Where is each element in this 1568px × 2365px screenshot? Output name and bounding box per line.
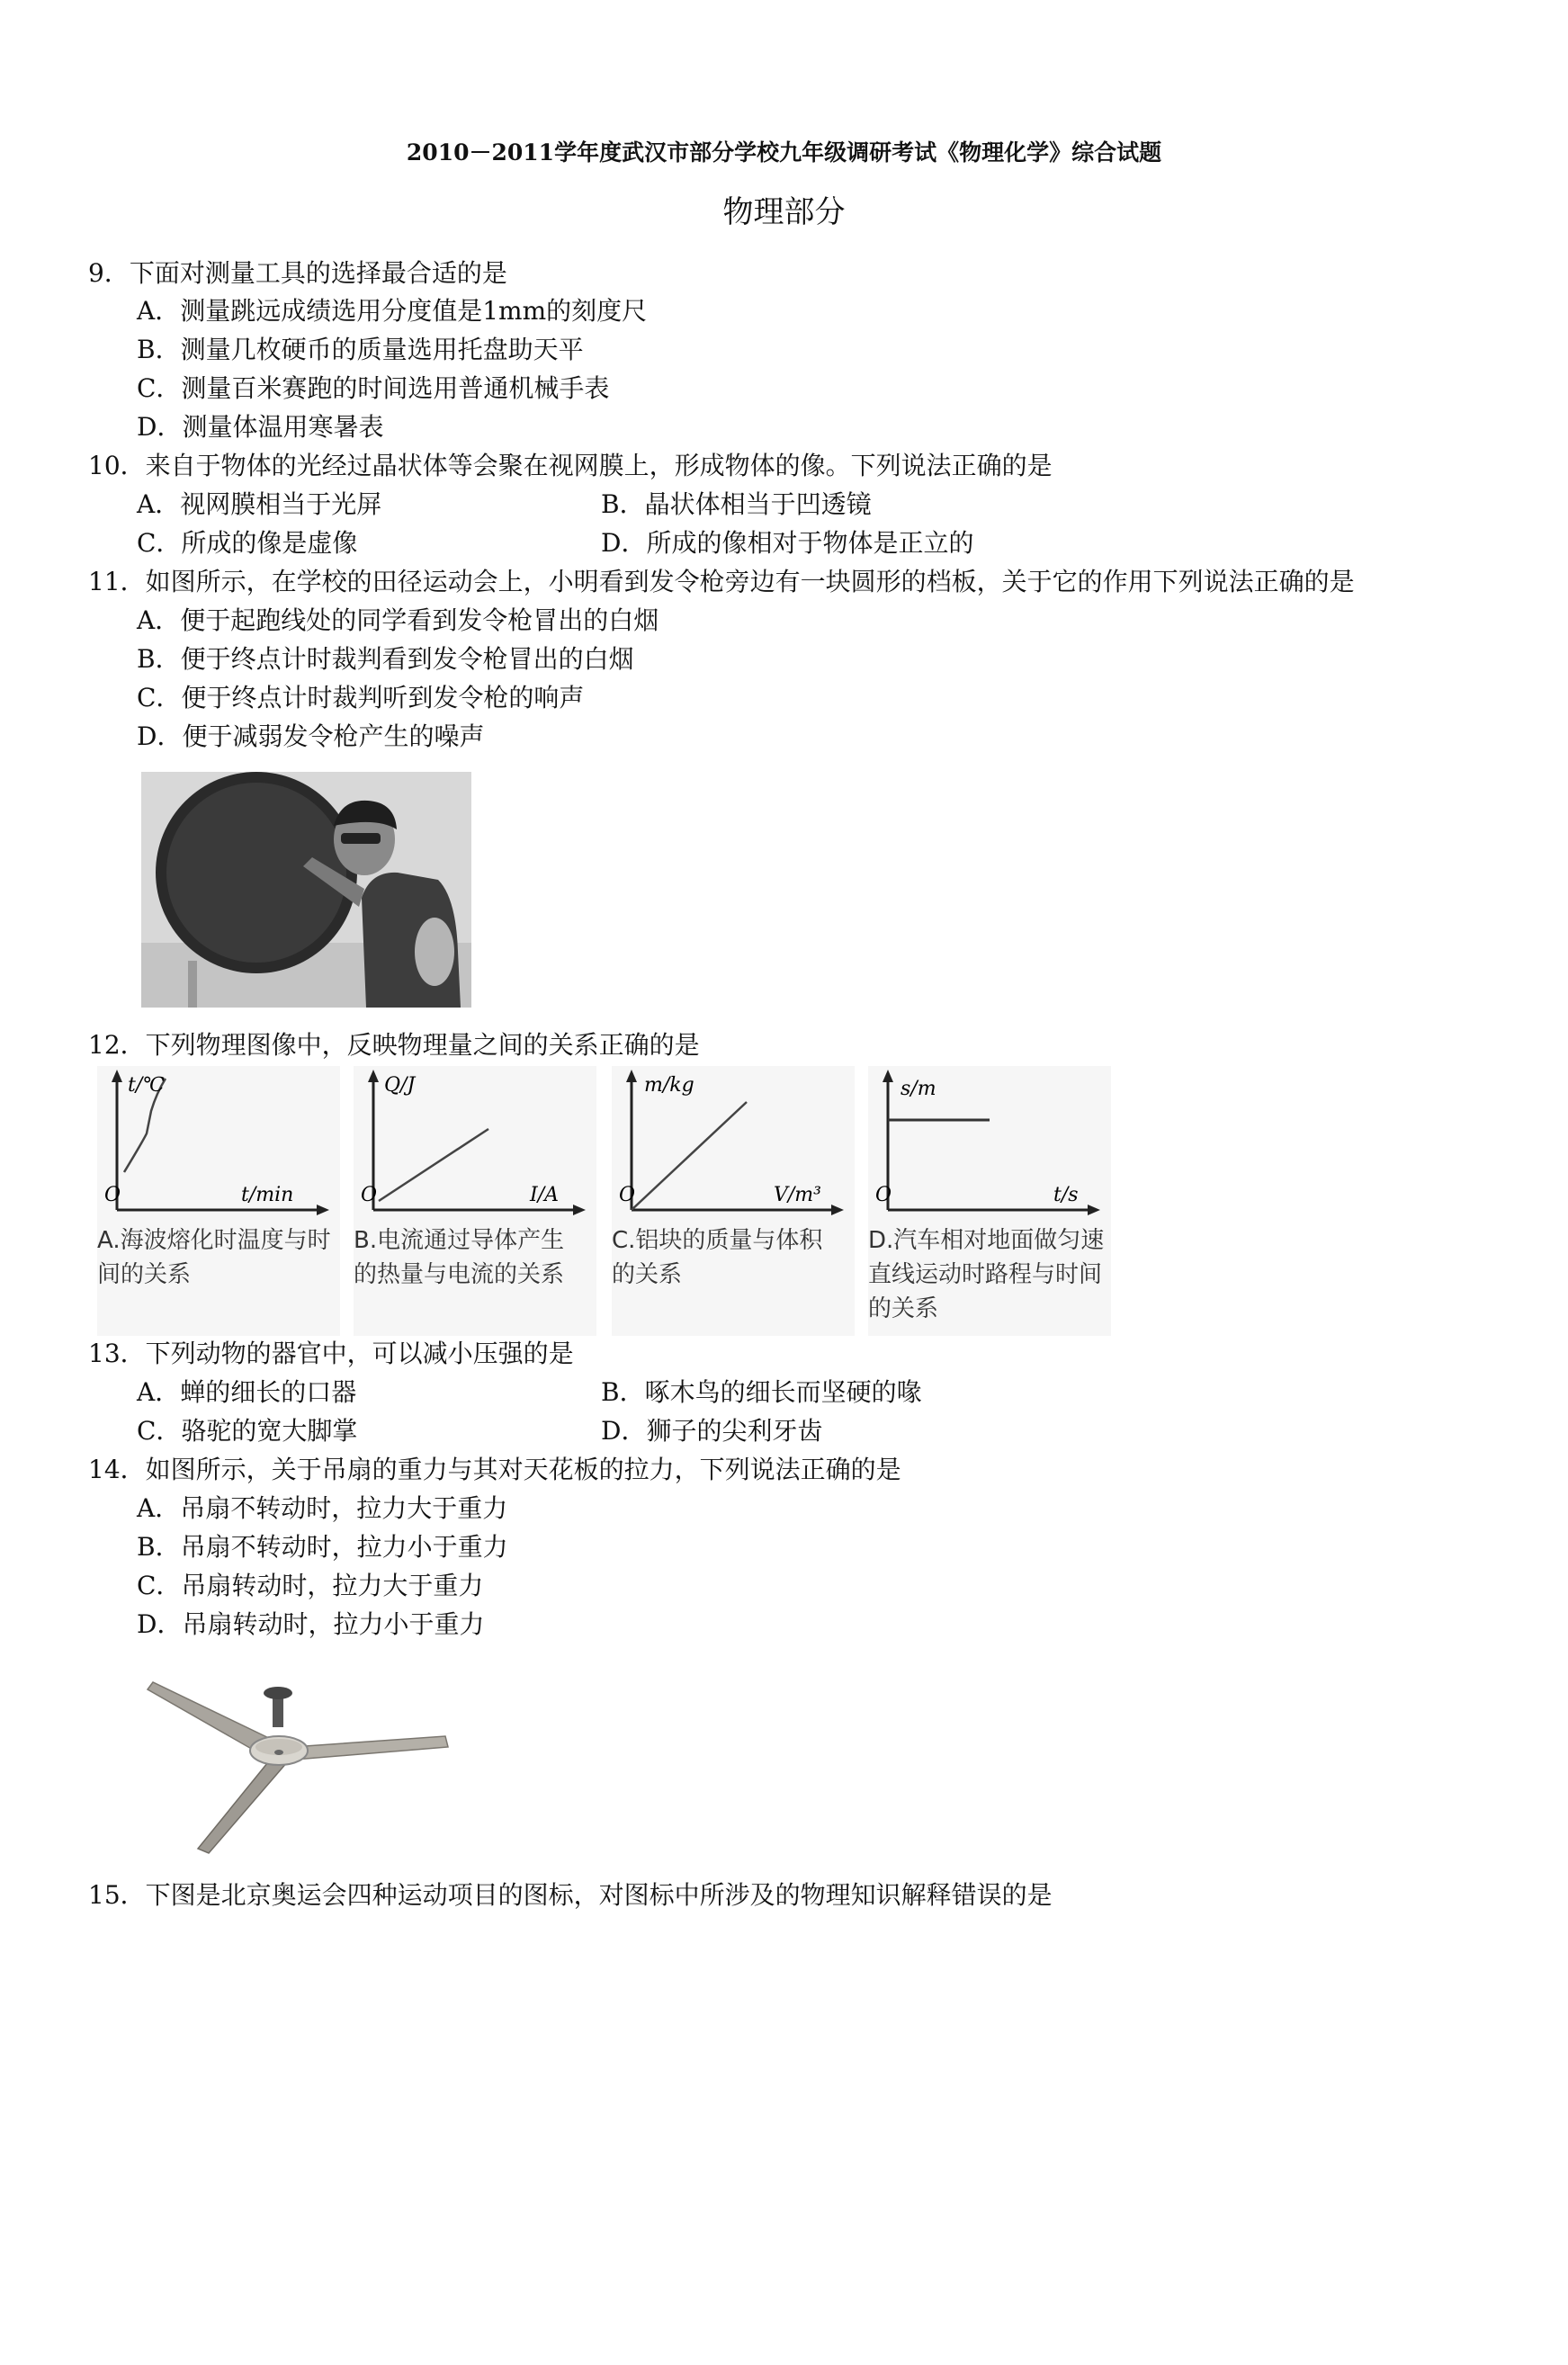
question-13-option-b: B．啄木鸟的细长而坚硬的喙 bbox=[601, 1377, 922, 1407]
question-11-option-c: C．便于终点计时裁判听到发令枪的响声 bbox=[137, 683, 585, 712]
question-10-option-d: D．所成的像相对于物体是正立的 bbox=[601, 528, 974, 558]
graph-b-caption: B.电流通过导体产生的热量与电流的关系 bbox=[354, 1227, 565, 1288]
question-10-option-b: B．晶状体相当于凹透镜 bbox=[601, 489, 872, 519]
question-10-stem: 10．来自于物体的光经过晶状体等会聚在视网膜上，形成物体的像。下列说法正确的是 bbox=[88, 451, 1053, 480]
graph-a-ylabel: t/℃ bbox=[128, 1074, 165, 1097]
graph-a bbox=[97, 1066, 340, 1336]
question-14-option-d: D．吊扇转动时，拉力小于重力 bbox=[137, 1609, 485, 1639]
question-14-option-c: C．吊扇转动时，拉力大于重力 bbox=[137, 1571, 484, 1600]
question-11-option-a: A．便于起跑线处的同学看到发令枪冒出的白烟 bbox=[137, 605, 659, 635]
graph-c-ylabel: m/kg bbox=[644, 1074, 694, 1097]
graph-c bbox=[612, 1066, 855, 1336]
graph-b-ylabel: Q/J bbox=[384, 1074, 416, 1097]
question-11-option-b: B．便于终点计时裁判看到发令枪冒出的白烟 bbox=[137, 644, 634, 674]
graph-c-caption: C.铝块的质量与体积的关系 bbox=[612, 1227, 823, 1288]
graph-b bbox=[354, 1066, 596, 1336]
graph-a-origin: O bbox=[104, 1184, 121, 1206]
graph-d-ylabel: s/m bbox=[900, 1078, 936, 1100]
question-13-option-d: D．狮子的尖利牙齿 bbox=[601, 1416, 823, 1446]
question-11-option-d: D．便于减弱发令枪产生的噪声 bbox=[137, 721, 485, 751]
graph-c-origin: O bbox=[619, 1184, 636, 1206]
graph-d-origin: O bbox=[875, 1184, 892, 1206]
graph-a-caption: A.海波熔化时温度与时间的关系 bbox=[97, 1227, 331, 1288]
graph-d-xlabel: t/s bbox=[1053, 1184, 1079, 1206]
exam-title: 2010－2011学年度武汉市部分学校九年级调研考试《物理化学》综合试题 bbox=[406, 139, 1162, 166]
graph-a-xlabel: t/min bbox=[241, 1184, 294, 1206]
graph-d bbox=[868, 1066, 1111, 1336]
question-9-option-d: D．测量体温用寒暑表 bbox=[137, 412, 384, 442]
graph-d-caption: D.汽车相对地面做匀速直线运动时路程与时间的关系 bbox=[868, 1227, 1105, 1322]
question-9-option-a: A．测量跳远成绩选用分度值是1mm的刻度尺 bbox=[137, 296, 648, 326]
question-13-stem: 13．下列动物的器官中，可以减小压强的是 bbox=[88, 1339, 574, 1368]
question-10-option-a: A．视网膜相当于光屏 bbox=[137, 489, 382, 519]
question-13-option-a: A．蝉的细长的口器 bbox=[137, 1377, 357, 1407]
question-12-stem: 12．下列物理图像中，反映物理量之间的关系正确的是 bbox=[88, 1030, 700, 1060]
question-9-option-b: B．测量几枚硬币的质量选用托盘助天平 bbox=[137, 335, 584, 364]
question-11-stem: 11．如图所示，在学校的田径运动会上，小明看到发令枪旁边有一块圆形的档板，关于它的作用下列说法正确的是 bbox=[88, 567, 1355, 596]
question-10-option-c: C．所成的像是虚像 bbox=[137, 528, 358, 558]
question-9-option-c: C．测量百米赛跑的时间选用普通机械手表 bbox=[137, 373, 610, 403]
graph-c-xlabel: V/m³ bbox=[774, 1184, 821, 1206]
question-9-stem: 9．下面对测量工具的选择最合适的是 bbox=[88, 258, 507, 288]
question-15-stem: 15．下图是北京奥运会四种运动项目的图标，对图标中所涉及的物理知识解释错误的是 bbox=[88, 1880, 1053, 1910]
question-13-option-c: C．骆驼的宽大脚掌 bbox=[137, 1416, 358, 1446]
ceiling-fan-image bbox=[144, 1664, 468, 1858]
graph-b-origin: O bbox=[361, 1184, 378, 1206]
question-14-option-a: A．吊扇不转动时，拉力大于重力 bbox=[137, 1493, 508, 1523]
graph-b-xlabel: I/A bbox=[530, 1184, 559, 1206]
section-title: 物理部分 bbox=[722, 194, 846, 230]
question-14-stem: 14．如图所示，关于吊扇的重力与其对天花板的拉力，下列说法正确的是 bbox=[88, 1455, 901, 1484]
question-14-option-b: B．吊扇不转动时，拉力小于重力 bbox=[137, 1532, 508, 1562]
starting-gun-baffle-photo bbox=[141, 772, 471, 1008]
